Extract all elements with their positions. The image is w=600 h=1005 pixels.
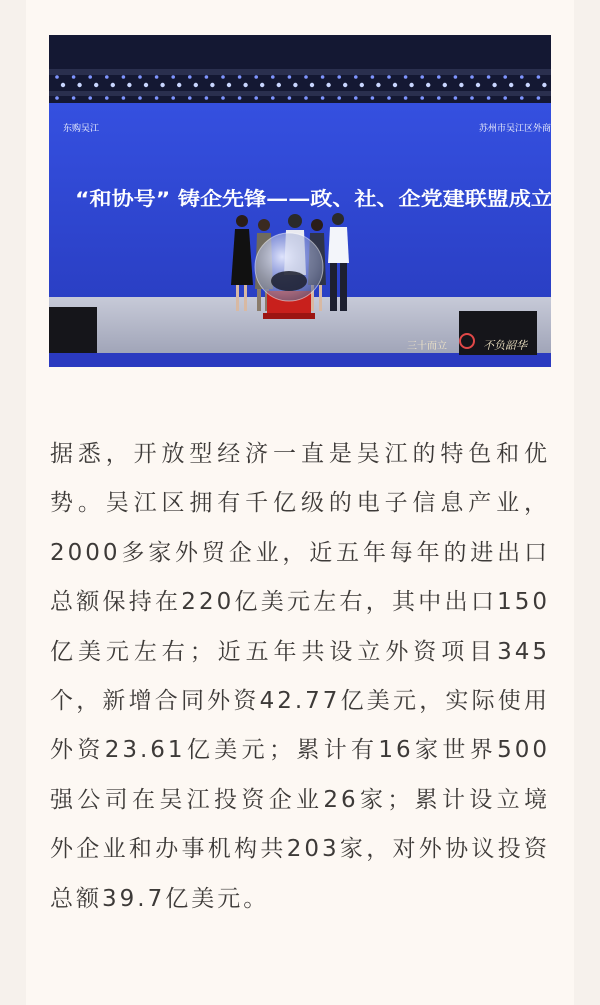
stage-light bbox=[503, 75, 507, 79]
stage-light bbox=[454, 96, 458, 100]
stage-light bbox=[492, 83, 496, 87]
stage-light bbox=[420, 75, 424, 79]
globe-core bbox=[271, 271, 307, 291]
stage-light bbox=[105, 96, 109, 100]
stage-light bbox=[354, 75, 358, 79]
stage-light bbox=[304, 96, 308, 100]
stage-light bbox=[188, 75, 192, 79]
lighting-truss bbox=[49, 91, 551, 96]
pedestal-base bbox=[263, 313, 315, 319]
stage-light bbox=[271, 75, 275, 79]
stage-light bbox=[343, 83, 347, 87]
article-page bbox=[26, 0, 574, 1005]
stage-light bbox=[470, 75, 474, 79]
stage-light bbox=[138, 75, 142, 79]
stage-light bbox=[227, 83, 231, 87]
stage-light bbox=[470, 96, 474, 100]
banner-org-text: 苏州市吴江区外商 bbox=[479, 124, 551, 134]
stage-light bbox=[238, 75, 242, 79]
stage-light bbox=[321, 96, 325, 100]
stage-light bbox=[459, 83, 463, 87]
stage-light bbox=[404, 75, 408, 79]
stage-light bbox=[221, 75, 225, 79]
stage-light bbox=[526, 83, 530, 87]
stage-light bbox=[221, 96, 225, 100]
event-photo bbox=[49, 35, 551, 367]
stage-light bbox=[177, 83, 181, 87]
bottom-slogan-2: 不负韶华 bbox=[483, 339, 527, 352]
stage-light bbox=[321, 75, 325, 79]
lighting-truss bbox=[49, 69, 551, 75]
stage-light bbox=[61, 83, 65, 87]
stage-light bbox=[509, 83, 513, 87]
stage-light bbox=[205, 75, 209, 79]
stage-light bbox=[371, 75, 375, 79]
stage-light bbox=[122, 96, 126, 100]
stage-light bbox=[254, 96, 258, 100]
bottom-slogan: 三十而立 bbox=[407, 341, 447, 352]
article-paragraph: 据悉，开放型经济一直是吴江的特色和优势。吴江区拥有千亿级的电子信息产业，2000多家外贸企业，近五年每年的进出口总额保持在220亿美元左右，其中出口150亿美元左右；近五年共设立外资项目345个，新增合同外资42.77亿美元，实际使用外资23.61亿美元；累计有16家世界500强公司在吴江投资企业26家；累计设立境外企业和办事机构共203家，对外协议投资总额39.7亿美元。 bbox=[50, 441, 550, 912]
stage-light bbox=[437, 75, 441, 79]
stage-light bbox=[171, 96, 175, 100]
stage-light bbox=[88, 96, 92, 100]
stage-light bbox=[476, 83, 480, 87]
stage-light bbox=[72, 75, 76, 79]
stage-front-led bbox=[49, 353, 551, 367]
stage-light bbox=[420, 96, 424, 100]
stage-light bbox=[188, 96, 192, 100]
stage-light bbox=[243, 83, 247, 87]
stage-light bbox=[194, 83, 198, 87]
stage-light bbox=[122, 75, 126, 79]
stage-light bbox=[542, 83, 546, 87]
stage-light bbox=[88, 75, 92, 79]
stage-light bbox=[238, 96, 242, 100]
stage-light bbox=[271, 96, 275, 100]
stage-light bbox=[155, 96, 159, 100]
stage-light bbox=[443, 83, 447, 87]
stage-light bbox=[254, 75, 258, 79]
stage-light bbox=[127, 83, 131, 87]
stage-light bbox=[105, 75, 109, 79]
stage-light bbox=[393, 83, 397, 87]
stage-light bbox=[55, 96, 59, 100]
stage-light bbox=[293, 83, 297, 87]
stage-light bbox=[487, 75, 491, 79]
stage-light bbox=[144, 83, 148, 87]
banner-title: “和协号” 铸企先锋——政、社、企党建联盟成立 bbox=[75, 188, 487, 210]
stage-light bbox=[537, 96, 541, 100]
stage-light bbox=[77, 83, 81, 87]
stage-light bbox=[310, 83, 314, 87]
stage-light bbox=[337, 96, 341, 100]
stage-light bbox=[371, 96, 375, 100]
stage-light bbox=[426, 83, 430, 87]
stage-light bbox=[72, 96, 76, 100]
stage-light bbox=[454, 75, 458, 79]
banner-logo-text: 东购吴江 bbox=[63, 124, 100, 134]
stage-light bbox=[354, 96, 358, 100]
stage-light bbox=[138, 96, 142, 100]
stage-light bbox=[487, 96, 491, 100]
stage-light bbox=[537, 75, 541, 79]
stage-light bbox=[387, 75, 391, 79]
stage-light bbox=[337, 75, 341, 79]
stage-light bbox=[205, 96, 209, 100]
stage-light bbox=[326, 83, 330, 87]
stage-light bbox=[111, 83, 115, 87]
stage-light bbox=[210, 83, 214, 87]
stage-light bbox=[387, 96, 391, 100]
stage-light bbox=[171, 75, 175, 79]
stage-light bbox=[277, 83, 281, 87]
stage-light bbox=[437, 96, 441, 100]
stage-light bbox=[376, 83, 380, 87]
stage-light bbox=[304, 75, 308, 79]
stage-light bbox=[55, 75, 59, 79]
stage-light bbox=[503, 96, 507, 100]
stage-light bbox=[409, 83, 413, 87]
stage-light bbox=[520, 96, 524, 100]
left-speaker bbox=[49, 307, 97, 353]
stage-light bbox=[94, 83, 98, 87]
stage-light bbox=[155, 75, 159, 79]
stage-light bbox=[160, 83, 164, 87]
stage-light bbox=[288, 75, 292, 79]
stage-light bbox=[260, 83, 264, 87]
stage-light bbox=[404, 96, 408, 100]
stage-light bbox=[520, 75, 524, 79]
event-photo-illustration bbox=[49, 35, 551, 367]
stage-light bbox=[288, 96, 292, 100]
stage-light bbox=[360, 83, 364, 87]
